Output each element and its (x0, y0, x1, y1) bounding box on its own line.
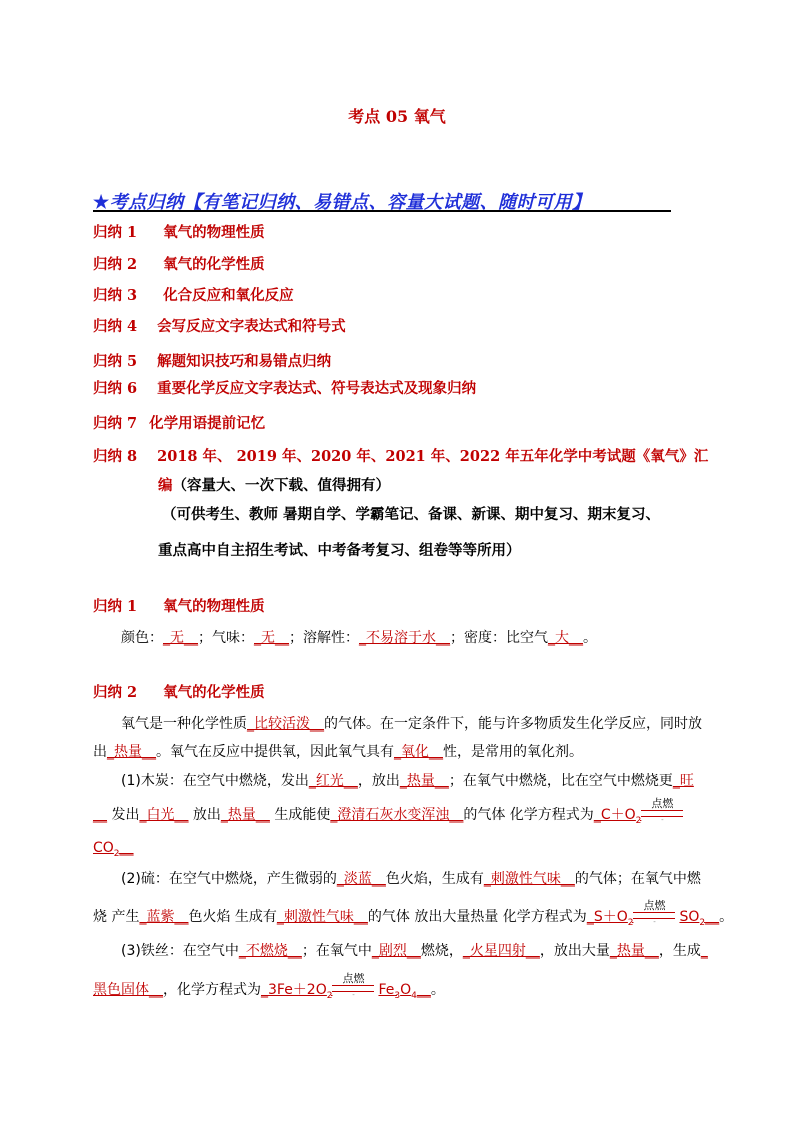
reaction-condition-arrow: 点燃 - (633, 900, 675, 926)
banner-text: 考点归纳【有笔记归纳、易错点、容量大试题、随时可用】 (109, 192, 591, 213)
toc-item-6: 归纳 6 重要化学反应文字表达式、符号表达式及现象归纳 (93, 380, 477, 397)
charcoal-line-1: (1)木炭：在空气中燃烧，发出_红光__，放出_热量__；在氧气中燃烧，比在空气中燃烧更_旺 (121, 773, 694, 789)
toc-item-3: 归纳 3 化合反应和氧化反应 (93, 287, 294, 304)
iron-line-2: 黑色固体__，化学方程式为$\_3Fe+2O_2$ 点燃 - $Fe_3O_4\_\_$。 (93, 972, 445, 1001)
intro-line-1: 氧气是一种化学性质_比较活泼__的气体。在一定条件下，能与许多物质发生化学反应，同时放 (121, 716, 702, 732)
toc-item-8: 归纳 8 2018 年、 2019 年、2020 年、2021 年、2022 年五年化学中考试题《氧气》汇 (93, 448, 709, 465)
physical-properties-line: 颜色：_无__；气味：_无__；溶解性：_不易溶于水__；密度：比空气_大__。 (121, 630, 597, 646)
charcoal-line-3: $CO_2\_\_$ (93, 840, 134, 859)
toc-item-4: 归纳 4 会写反应文字表达式和符号式 (93, 318, 346, 335)
toc-item-8-line2: 编（容量大、一次下载、值得拥有） (158, 477, 390, 494)
iron-line-1: (3)铁丝：在空气中_不燃烧__；在氧气中_剧烈__燃烧，_火星四射__，放出大量_热量__，生成_ (121, 943, 708, 959)
page-title: 考点 05 氧气 (348, 107, 446, 126)
toc-item-8-line3: （可供考生、教师 暑期自学、学霸笔记、备课、新课、期中复习、期末复习、 (162, 506, 661, 523)
section-1-heading: 归纳 1 氧气的物理性质 (93, 598, 265, 615)
banner-underline (93, 210, 671, 212)
star-icon: ★ (93, 192, 110, 213)
toc-item-1: 归纳 1 氧气的物理性质 (93, 224, 265, 241)
toc-item-5: 归纳 5 解题知识技巧和易错点归纳 (93, 353, 332, 370)
section-2-heading: 归纳 2 氧气的化学性质 (93, 684, 265, 701)
toc-item-7: 归纳 7 化学用语提前记忆 (93, 415, 266, 432)
intro-line-2: 出_热量__。氧气在反应中提供氧，因此氧气具有_氧化__性，是常用的氧化剂。 (93, 744, 583, 760)
toc-item-2: 归纳 2 氧气的化学性质 (93, 256, 265, 273)
sulfur-line-2: 烧 产生_蓝紫__色火焰 生成有_刺激性气味__的气体 放出大量热量 化学方程式为$\_S+O_2$ 点燃 - $SO_2\_\_$。 (93, 899, 734, 928)
sulfur-line-1: (2)硫：在空气中燃烧，产生微弱的_淡蓝__色火焰，生成有_刺激性气味__的气体；在氧气中燃 (121, 871, 701, 887)
toc-item-8-line4: 重点高中自主招生考试、中考备考复习、组卷等等所用） (158, 542, 521, 559)
charcoal-line-2: __ 发出_白光__ 放出_热量__ 生成能使_澄清石灰水变浑浊__的气体 化学方程式为$\_C+O_2$ 点燃 - (93, 800, 683, 826)
reaction-condition-arrow: 点燃 - (332, 973, 374, 999)
reaction-condition-arrow: 点燃 - (641, 798, 683, 824)
